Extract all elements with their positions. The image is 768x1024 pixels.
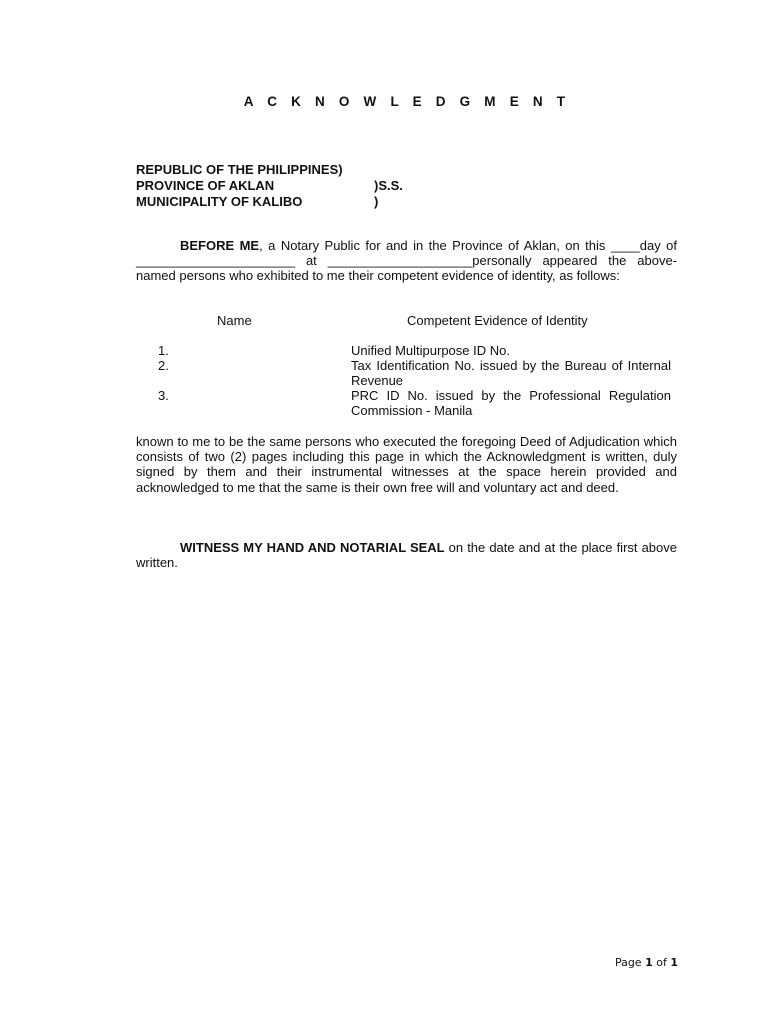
page-current: 1 [645, 956, 653, 969]
venue-line-republic [136, 162, 343, 178]
venue-block [136, 162, 403, 210]
row-number: 3. [158, 388, 169, 403]
venue-republic: REPUBLIC OF THE PHILIPPINES) [136, 162, 343, 177]
column-header-evidence: Competent Evidence of Identity [407, 313, 588, 328]
evidence-text-1: Unified Multipurpose ID No. [351, 343, 510, 358]
page-number-footer [615, 956, 678, 969]
row-number: 2. [158, 358, 169, 373]
document-title: A C K N O W L E D G M E N T [243, 94, 571, 109]
evidence-text-3: PRC ID No. issued by the Professional Regulation Commission - Manila [351, 388, 671, 419]
row-number: 1. [158, 343, 169, 358]
venue-line-province [136, 178, 403, 194]
venue-bracket: ) [374, 194, 379, 209]
venue-ss: )S.S. [374, 178, 403, 193]
witness-lead: WITNESS MY HAND AND NOTARIAL SEAL [180, 540, 445, 555]
venue-municipality: MUNICIPALITY OF KALIBO [136, 194, 303, 209]
evidence-text-2: Tax Identification No. issued by the Bureau of Internal Revenue [351, 358, 671, 389]
page-of-label: of [652, 956, 671, 969]
paragraph-known-to-me: known to me to be the same persons who executed the foregoing Deed of Adjudication which consists of two (2) pages including this page in which the Acknowledgment is written, duly signed by them and their instrumental witnesses at the space herein provided and acknowledged to me that the same is their own free will and voluntary act and deed. [136, 434, 677, 495]
paragraph-witness [136, 540, 677, 570]
before-me-lead: BEFORE ME [180, 238, 260, 253]
page-label: Page [614, 956, 646, 969]
before-me-text: , a Notary Public for and in the Province of Aklan, on this ____day of ______________________ at ____________________personally appeared the above-named persons who exhibited to me their competent evidence of identity, as follows: [136, 238, 677, 284]
witness-text: on the date and at the place first above written. [136, 540, 677, 571]
column-header-name: Name [217, 313, 252, 328]
venue-province: PROVINCE OF AKLAN [136, 178, 275, 193]
venue-line-municipality [136, 194, 379, 210]
page-total: 1 [670, 956, 678, 969]
paragraph-before-me [136, 238, 677, 284]
